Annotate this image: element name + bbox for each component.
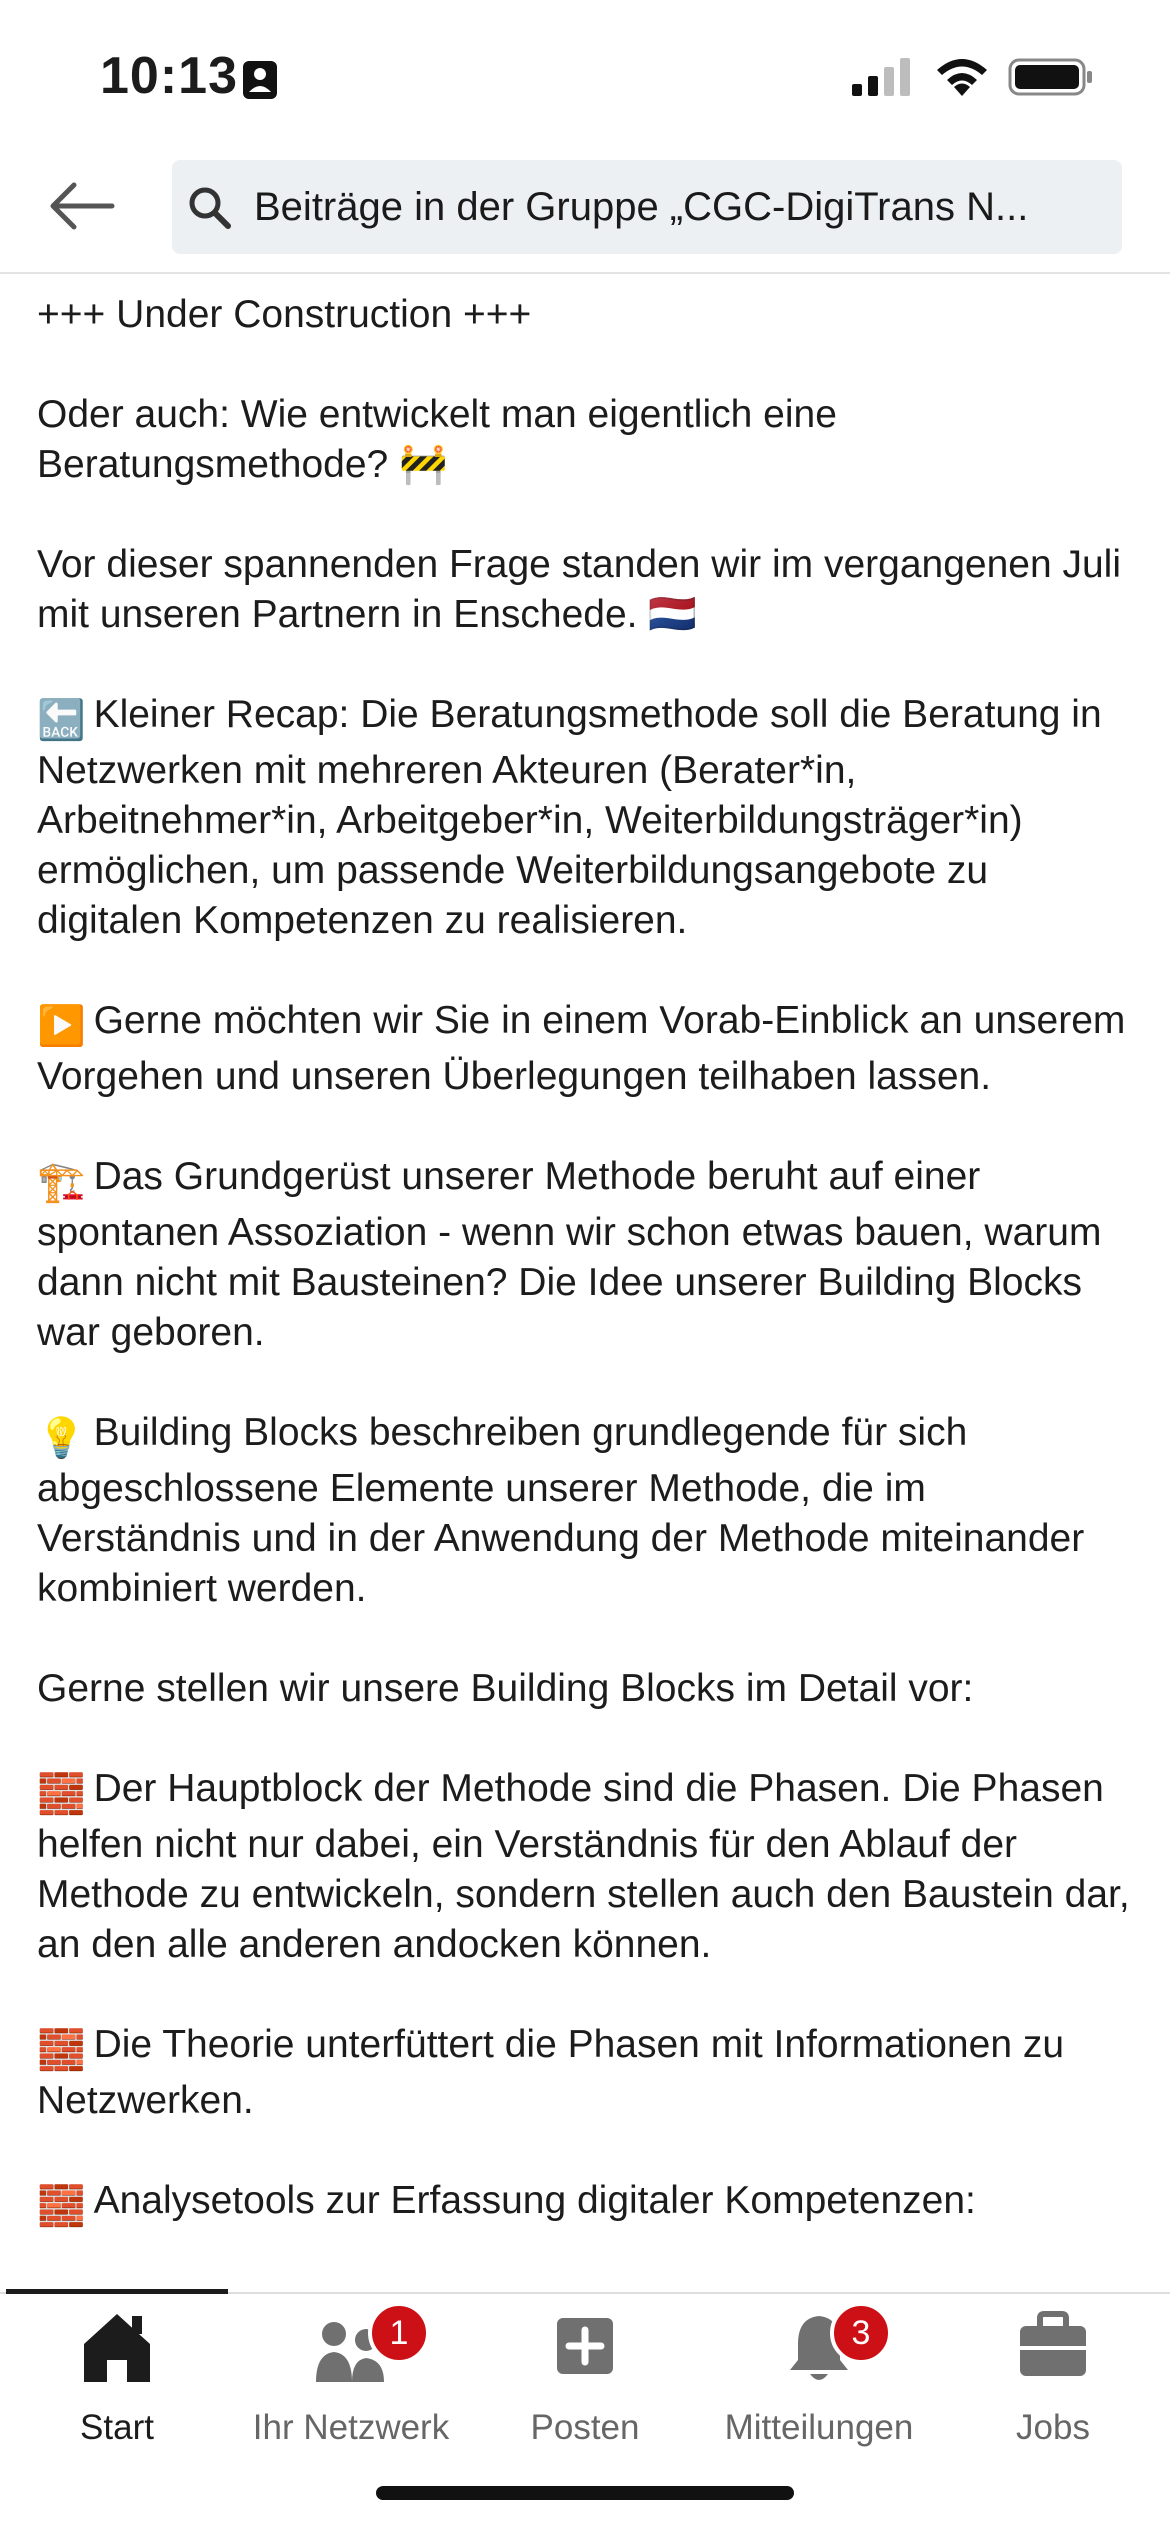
brick-emoji-icon: 🧱 <box>37 2185 86 2228</box>
paragraph-text: Kleiner Recap: Die Beratungsmethode soll die Beratung in Netzwerken mit mehreren Akteuren (Berater*in, Arbeitnehmer*in, Arbeitgeber*in, Weiterbildungsträger*in) ermöglichen, um passende Weiterbildungsangebote zu digitalen Kompetenzen zu realisieren. <box>37 693 1113 942</box>
paragraph-text: Gerne stellen wir unsere Building Blocks im Detail vor: <box>37 1667 974 1710</box>
paragraph-text: Oder auch: Wie entwickelt man eigentlich eine Beratungsmethode? 🚧 <box>37 393 848 486</box>
notification-badge: 3 <box>830 2302 892 2364</box>
nav-item-jobs[interactable] <box>936 2294 1170 2474</box>
briefcase-icon <box>1008 2304 1098 2388</box>
arrow-left-icon <box>48 181 116 231</box>
paragraph-text: Building Blocks beschreiben grundlegende für sich abgeschlossene Elemente unserer Methode, die im Verständnis und in der Anwendung der Methode miteinander kombiniert werden. <box>37 1411 1096 1610</box>
paragraph-text: +++ Under Construction +++ <box>37 293 532 336</box>
back-button[interactable] <box>44 176 120 236</box>
post-paragraph <box>37 1408 1137 1614</box>
nav-label: Mitteilungen <box>724 2408 914 2447</box>
notification-badge: 1 <box>368 2302 430 2364</box>
paragraph-text: Vor dieser spannenden Frage standen wir im vergangenen Juli mit unseren Partnern in Enschede. 🇳🇱 <box>37 543 1132 636</box>
post-paragraph <box>37 1664 1137 1714</box>
nav-label: Posten <box>530 2408 640 2447</box>
post-paragraph <box>37 2176 1137 2232</box>
post-paragraph <box>37 290 1137 340</box>
search-input[interactable] <box>172 160 1122 254</box>
nav-label: Jobs <box>1016 2408 1090 2447</box>
post-paragraph <box>37 1764 1141 1970</box>
nav-label: Ihr Netzwerk <box>252 2408 450 2447</box>
post-body <box>37 272 1141 2292</box>
post-paragraph <box>37 690 1137 946</box>
search-query-text: Beiträge in der Gruppe „CGC-DigiTrans N... <box>254 184 1029 229</box>
paragraph-text: Das Grundgerüst unserer Methode beruht auf einer spontanen Assoziation - wenn wir schon etwas bauen, warum dann nicht mit Bausteinen? Die Idee unserer Building Blocks war geboren. <box>37 1155 1113 1354</box>
paragraph-text: Die Theorie unterfüttert die Phasen mit Informationen zu Netzwerken. <box>37 2023 1075 2122</box>
cellular-signal-icon <box>852 58 914 96</box>
construction-crane-emoji-icon: 🏗️ <box>37 1161 86 1204</box>
nav-item-notifications[interactable] <box>702 2294 936 2474</box>
focus-mode-icon <box>242 60 278 100</box>
post-paragraph <box>37 390 1137 490</box>
paragraph-text: Gerne möchten wir Sie in einem Vorab-Einblick an unserem Vorgehen und unseren Überlegungen teilhaben lassen. <box>37 999 1137 1098</box>
paragraph-text: Analysetools zur Erfassung digitaler Kompetenzen: <box>93 2179 976 2222</box>
search-icon <box>186 184 232 230</box>
post-paragraph <box>37 540 1137 640</box>
battery-icon <box>1008 58 1094 96</box>
play-button-emoji-icon: ▶️ <box>37 1005 86 1048</box>
post-paragraph <box>37 1152 1137 1358</box>
brick-emoji-icon: 🧱 <box>37 1773 86 1816</box>
nav-item-start[interactable] <box>0 2294 234 2474</box>
status-time: 10:13 <box>100 47 238 105</box>
back-arrow-emoji-icon: 🔙 <box>37 699 86 742</box>
nav-label: Start <box>80 2408 154 2447</box>
post-paragraph <box>37 996 1137 1102</box>
brick-emoji-icon: 🧱 <box>37 2029 86 2072</box>
search-header <box>0 150 1170 274</box>
nav-item-post[interactable] <box>468 2294 702 2474</box>
home-icon <box>72 2304 162 2388</box>
status-bar <box>0 0 1170 150</box>
wifi-icon <box>934 56 990 98</box>
home-indicator[interactable] <box>376 2486 794 2500</box>
nav-item-network[interactable] <box>234 2294 468 2474</box>
plus-square-icon <box>540 2304 630 2388</box>
light-bulb-emoji-icon: 💡 <box>37 1417 86 1460</box>
paragraph-text: Der Hauptblock der Methode sind die Phasen. Die Phasen helfen nicht nur dabei, ein Verständnis für den Ablauf der Methode zu entwickeln, sondern stellen auch den Baustein dar, an den alle anderen andocken können. <box>37 1767 1141 1966</box>
post-paragraph <box>37 2020 1137 2126</box>
